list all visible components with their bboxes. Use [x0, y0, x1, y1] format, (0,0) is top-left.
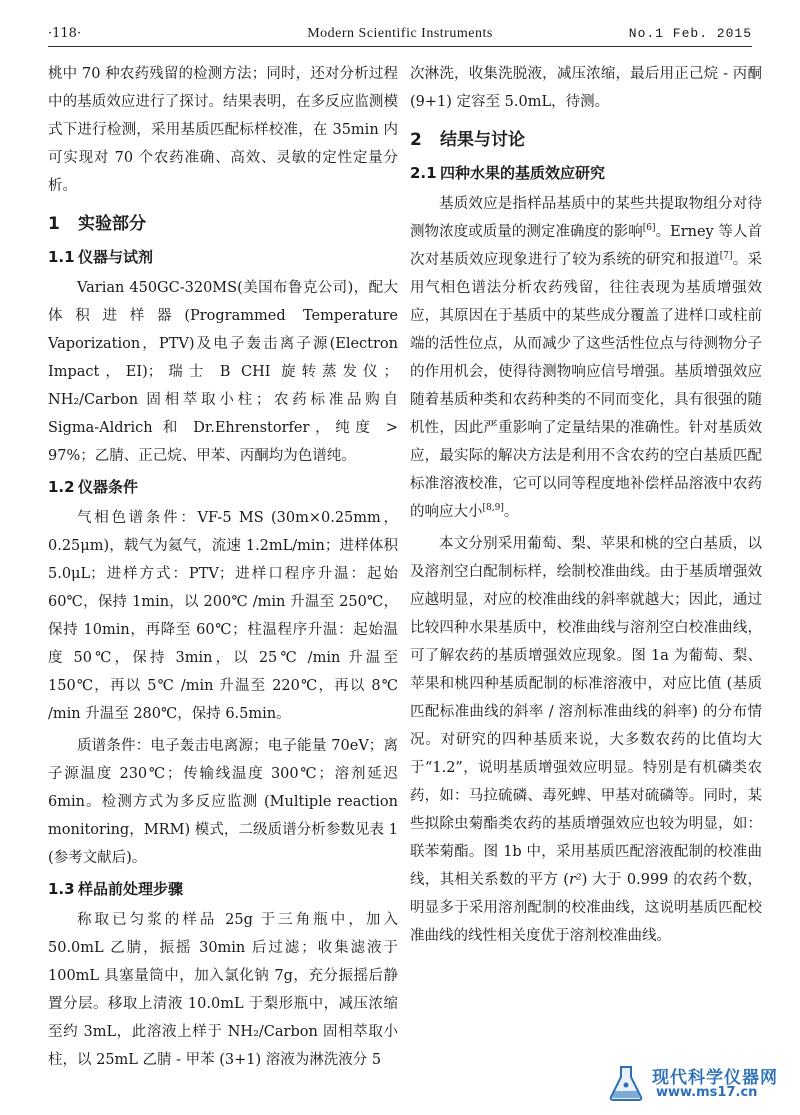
subsection-number: 1.2: [48, 478, 75, 496]
subsection-heading-1-1: [48, 244, 398, 270]
paragraph-matrix-effect: [410, 190, 762, 526]
text-run: ) 大于 0.999 的农药个数，明显多于采用溶剂配制的校准曲线，这说明基质匹配校准曲线的线性相关度优于溶剂校准曲线。: [410, 872, 763, 944]
subsection-title: 四种水果的基质效应研究: [440, 164, 606, 182]
text-run: 。采用气相色谱法分析农药残留，往往表现为基质增强效应，其原因在于基质中的某些成分覆盖了进样口或柱前端的活性位点，从而减少了这些活性位点与待测物分子的作用机会，使得待测物响应信号增强。基质增强效应随着基质种类和农药种类的不同而变化，具有很强的随机性，因此严重影响了定量结果的准确性。针对基质效应，最实际的解决方法是利用不含农药的空白基质匹配标准溶液校准，它可以同等程度地补偿样品溶液中农药的响应大小: [410, 252, 762, 520]
running-header: [48, 24, 752, 47]
paragraph-calibration: [410, 530, 762, 950]
intro-paragraph: 桃中 70 种农药残留的检测方法；同时，还对分析过程中的基质效应进行了探讨。结果表明，在多反应监测模式下进行检测，采用基质匹配标样校准，在 35min 内可实现对 70 个农药准确、高效、灵敏的定性定量分析。: [48, 66, 398, 194]
issue-info: No.1 Feb. 2015: [628, 26, 752, 41]
subsection-heading-1-2: [48, 474, 398, 500]
watermark-url: www.ms17.cn: [656, 1085, 758, 1100]
paragraph-instruments: Varian 450GC-320MS(美国布鲁克公司)，配大体积进样器(Programmed Temperature Vaporization，PTV)及电子轰击离子源(Electron Impact，EI)；瑞士 B CHI 旋转蒸发仪；NH₂/Carbon 固相萃取小柱；农药标准品购自 Sigma-Aldrich 和 Dr.Ehrenstorfer，纯度 > 97%；乙腈、正己烷、甲苯、丙酮均为色谱纯。: [48, 280, 398, 464]
text-run: 本文分别采用葡萄、梨、苹果和桃的空白基质，以及溶剂空白配制标样，绘制校准曲线。由于基质增强效应越明显，对应的校准曲线的斜率就越大；因此，通过比较四种水果基质中，校准曲线与溶剂空白校准曲线，可了解农药的基质增强效应现象。图 1a 为葡萄、梨、苹果和桃四种基质配制的标准溶液中，对应比值 (基质匹配标准曲线的斜率 / 溶剂标准曲线的斜率) 的分布情况。对研究的四种基质来说，大多数农药的比值均大于“1.2”，说明基质增强效应明显。特别是有机磷类农药，如：马拉硫磷、毒死蜱、甲基对硫磷等。同时，某些拟除虫菊酯类农药的基质增强效应也较为明显，如：联苯菊酯。图 1b 中，采用基质匹配溶液配制的校准曲线，其相关系数的平方 (: [410, 536, 762, 888]
subsection-title: 仪器与试剂: [78, 248, 154, 266]
paragraph-gc-conditions: 气相色谱条件：VF-5 MS (30m×0.25mm，0.25μm)，载气为氦气，流速 1.2mL/min；进样体积 5.0μL；进样方式：PTV；进样口程序升温：起始 60℃，保持 1min，以 200℃ /min 升温至 250℃，保持 10min，再降至 60℃；柱温程序升温：起始温度 50℃，保持 3min，以 25℃ /min 升温至 150℃，再以 5℃ /min 升温至 220℃，再以 8℃ /min 升温至 280℃，保持 6.5min。: [48, 510, 398, 722]
section-heading-2: [410, 126, 762, 154]
watermark-site-name: 现代科学仪器网: [652, 1068, 778, 1088]
section-number: 1: [48, 214, 60, 234]
continued-paragraph: 次淋洗，收集洗脱液，减压浓缩，最后用正己烷 - 丙酮 (9+1) 定容至 5.0mL，待测。: [410, 66, 762, 110]
text-run: 基质效应是指样品基质中的某些共提取物组分对待测物浓度或质量的测定准确度的影响: [410, 196, 762, 240]
subsection-title: 仪器条件: [78, 478, 139, 496]
section-title: 结果与讨论: [440, 130, 525, 150]
subsection-title: 样品前处理步骤: [78, 880, 184, 898]
citation-ref: [7]: [719, 251, 733, 262]
subsection-heading-1-3: [48, 876, 398, 902]
section-heading-1: [48, 210, 398, 238]
flask-icon: [606, 1063, 646, 1103]
right-column: [410, 60, 762, 954]
r-squared-symbol: r²: [568, 872, 582, 888]
page-number: ·118·: [48, 26, 82, 41]
section-number: 2: [410, 130, 422, 150]
paragraph-ms-conditions: 质谱条件：电子轰击电离源；电子能量 70eV；离子源温度 230℃；传输线温度 300℃；溶剂延迟 6min。检测方式为多反应监测 (Multiple reaction monitoring，MRM) 模式，二级质谱分析参数见表 1 (参考文献后)。: [48, 738, 398, 866]
subsection-heading-2-1: [410, 160, 762, 186]
subsection-number: 1.1: [48, 248, 75, 266]
journal-title: Modern Scientific Instruments: [307, 26, 493, 41]
text-run: 。: [503, 504, 519, 520]
site-watermark: [606, 1061, 786, 1105]
citation-ref: [6]: [642, 223, 656, 234]
subsection-number: 1.3: [48, 880, 75, 898]
section-title: 实验部分: [78, 214, 146, 234]
subsection-number: 2.1: [410, 164, 437, 182]
citation-ref: [8,9]: [482, 503, 504, 514]
left-column: [48, 60, 398, 1078]
text-run: 。Erney 等人首次对基质效应现象进行了较为系统的研究和报道: [410, 224, 762, 268]
paragraph-sample-prep: 称取已匀浆的样品 25g 于三角瓶中，加入 50.0mL 乙腈，振摇 30min 后过滤；收集滤液于 100mL 具塞量筒中，加入氯化钠 7g，充分振摇后静置分层。移取上清液 10.0mL 于梨形瓶中，减压浓缩至约 3mL，此溶液上样于 NH₂/Carbon 固相萃取小柱，以 25mL 乙腈 - 甲苯 (3+1) 溶液为淋洗液分 5: [48, 912, 398, 1068]
